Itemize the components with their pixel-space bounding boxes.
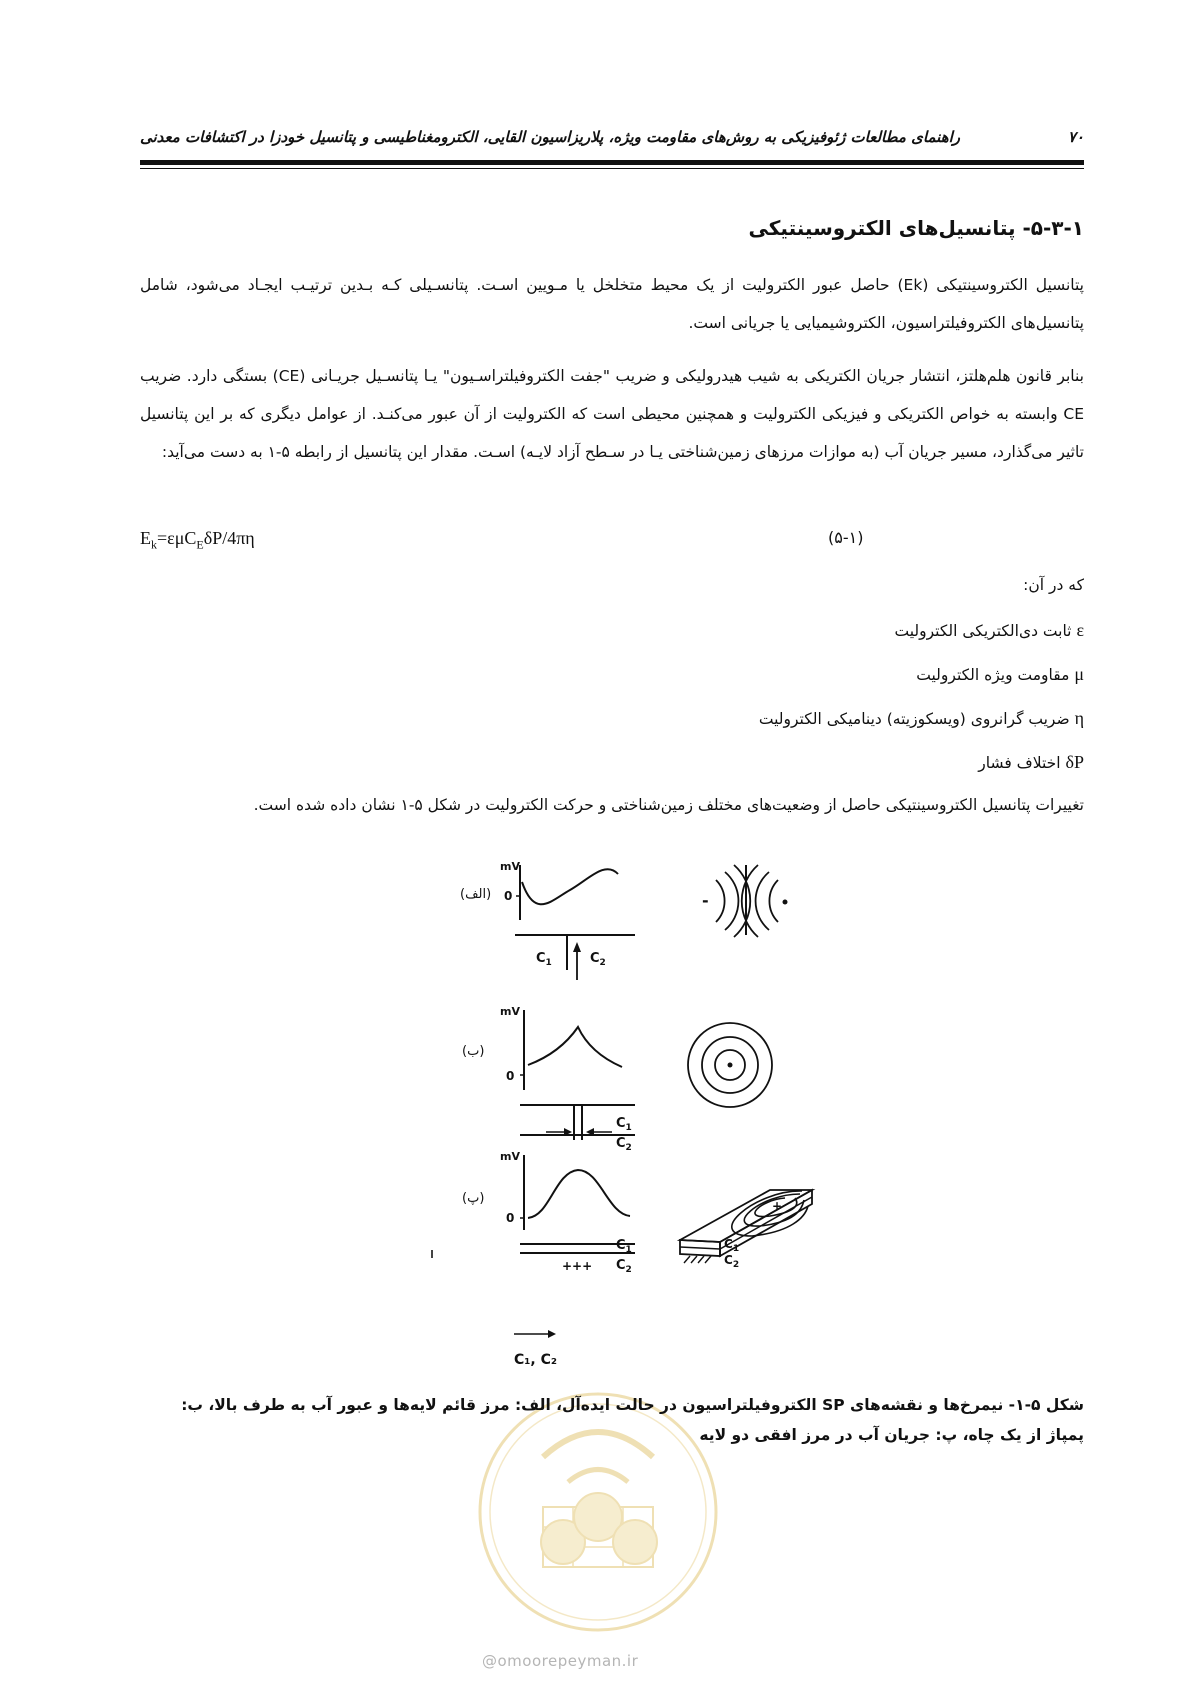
def-symbol: δP — [1065, 752, 1084, 772]
figure-panel-alef — [440, 860, 840, 990]
minus-sign: - — [702, 891, 709, 910]
zero-label: 0 — [506, 1211, 515, 1225]
eq-mid: =εμC — [157, 528, 197, 548]
well-center-dot — [728, 1063, 733, 1068]
flow-direction-legend — [510, 1326, 580, 1376]
section-heading: ۵-۳-۱- پتانسیل‌های الکتروسینتیکی — [748, 216, 1084, 240]
panel-label: (الف) — [460, 887, 492, 902]
def-text: اختلاف فشار — [978, 754, 1061, 772]
running-head-title: راهنمای مطالعات ژئوفیزیکی به روش‌های مقاومت ویژه، پلاریزاسیون القایی، الکترومغناطیسی و پتانسیل خودزا در اکتشافات معدنی — [140, 128, 961, 146]
flow-hatch — [691, 1256, 697, 1263]
definition-epsilon — [895, 620, 1085, 641]
panel-alef-drawing — [440, 860, 840, 990]
eq-lhs-sub: k — [151, 537, 157, 552]
layer-boundary — [720, 1197, 812, 1249]
panel-be-drawing — [440, 1005, 840, 1153]
map-contour — [725, 872, 738, 930]
plus-signs: +++ — [562, 1259, 593, 1273]
equation-number: (۵-۱) — [828, 528, 864, 547]
header-rule-thick — [140, 160, 1084, 165]
flow-legend-drawing — [510, 1326, 580, 1376]
header-rule-thin — [140, 168, 1084, 169]
scan-speck — [431, 1250, 433, 1258]
c1-map-label: $C_1$ — [724, 1237, 740, 1254]
c2-label: $C_2$ — [616, 1258, 632, 1275]
watermark-script — [568, 1470, 628, 1483]
definition-deltap — [978, 752, 1084, 773]
figure-panel-be — [440, 1005, 840, 1153]
zero-label: 0 — [504, 889, 513, 903]
flow-legend-label: C₁, C₂ — [514, 1352, 558, 1368]
equation — [140, 528, 255, 553]
flow-hatch — [698, 1256, 704, 1263]
sp-profile-curve — [528, 1027, 622, 1067]
def-symbol: μ — [1074, 664, 1084, 684]
definition-eta — [759, 708, 1084, 729]
axis-unit-label: mV — [500, 860, 520, 873]
layer-boundary — [680, 1247, 720, 1249]
running-head — [140, 128, 1084, 154]
panel-pe-drawing — [440, 1150, 840, 1300]
def-symbol: η — [1074, 708, 1084, 728]
eq-mid-sub: E — [196, 537, 204, 552]
zero-label: 0 — [506, 1069, 515, 1083]
eq-lhs: E — [140, 528, 151, 548]
page-number: ۷۰ — [1067, 128, 1084, 146]
watermark-gear — [613, 1520, 657, 1564]
c1-label: $C_1$ — [616, 1116, 632, 1133]
def-text: ثابت دی‌الکتریکی الکترولیت — [894, 622, 1072, 640]
sp-profile-curve — [522, 869, 618, 904]
axis-unit-label: mV — [500, 1005, 520, 1018]
plus-center-dot — [783, 900, 788, 905]
panel-label: (پ) — [462, 1191, 485, 1206]
axis-unit-label: mV — [500, 1150, 520, 1163]
figure-caption: شکل ۵-۱- نیمرخ‌ها و نقشه‌های SP الکتروفیلتراسیون در حالت ایده‌آل، الف: مرز قائم لایه‌ها و عبور آب به طرف بالا، ب: پمپاژ از یک چاه، پ: جریان آب در مرز افقی دو لایه — [181, 1396, 1084, 1444]
c2-map-label: $C_2$ — [724, 1253, 740, 1270]
watermark-site-text: @omoorepeyman.ir — [482, 1652, 639, 1670]
map-contour — [756, 872, 769, 930]
upflow-arrow-head — [573, 942, 581, 952]
def-text: مقاومت ویژه الکترولیت — [916, 666, 1070, 684]
def-symbol: ε — [1076, 620, 1084, 640]
c1-label: $C_1$ — [616, 1238, 632, 1255]
c2-label: $C_2$ — [616, 1136, 632, 1153]
def-text: ضریب گرانروی (ویسکوزیته) دینامیکی الکترولیت — [758, 710, 1070, 728]
sp-profile-curve — [528, 1170, 630, 1218]
c1-label: $C_1$ — [536, 951, 552, 968]
definition-mu — [916, 664, 1084, 685]
paragraph-2: بنابر قانون هلم‌هلتز، انتشار جریان الکتریکی به شیب هیدرولیکی و ضریب "جفت الکتروفیلتراسـیون" یـا پتانسـیل جریـانی (CE) بستگی دارد. ضریب CE وابسته به خواص الکتریکی و فیزیکی الکترولیت و همچنین محیطی است که الکترولیت از آن عبور می‌کنـد. از عوامل دیگری که بر این پتانسیل تاثیر می‌گذارد، مسیر جریان آب (به موازات مرزهای زمین‌شناختی یـا در سـطح آزاد لایـه) اسـت. مقدار این پتانسیل از رابطه ۵-۱ به دست می‌آید: — [140, 367, 1084, 461]
panel-label: (ب) — [462, 1044, 485, 1059]
flow-hatch — [705, 1256, 711, 1263]
eq-rhs: δP/4πη — [203, 528, 255, 548]
figure-panel-pe — [440, 1150, 840, 1300]
figure-intro: تغییرات پتانسیل الکتروسینتیکی حاصل از وضعیت‌های مختلف زمین‌شناختی و حرکت الکترولیت در شکل ۵-۱ نشان داده شده است. — [253, 796, 1084, 814]
flow-legend-arrow-head — [548, 1330, 556, 1338]
c2-label: $C_2$ — [590, 951, 606, 968]
map-contour — [769, 880, 778, 922]
plus-sign: + — [772, 1199, 783, 1213]
map-contour — [716, 880, 725, 922]
where-label: که در آن: — [1023, 576, 1084, 594]
flow-hatch — [684, 1256, 690, 1263]
paragraph-1: پتانسیل الکتروسینتیکی (Ek) حاصل عبور الکترولیت از یک محیط متخلخل یا مـویین اسـت. پتانسـیلی کـه بـدین ترتیـب ایجـاد می‌شود، شامل پتانسیل‌های الکتروفیلتراسیون، الکتروشیمیایی یا جریانی است. — [140, 276, 1084, 332]
